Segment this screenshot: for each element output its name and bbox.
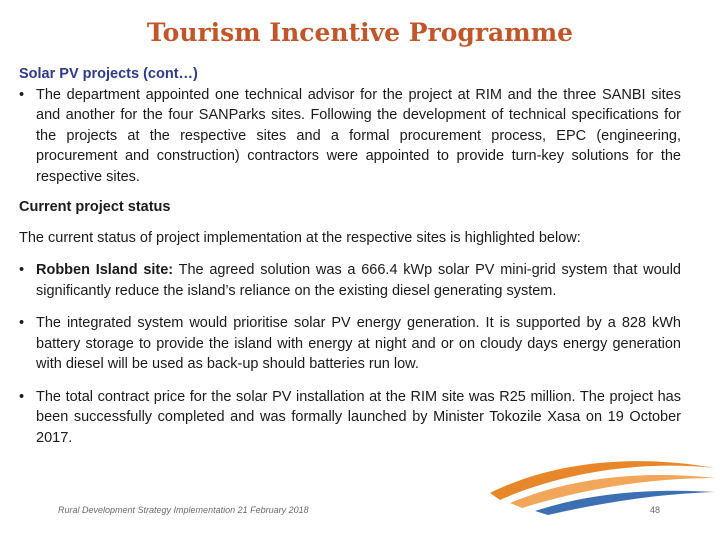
bullet-text: The total contract price for the solar PV installation at the RIM site was R25 million. The project has been successfully completed and was formally launched by Minister Tokozile Xasa on 19 October 2017. [36,388,681,446]
bullet-icon: • [19,388,25,405]
bullet-icon: • [19,86,25,103]
section-subheading: Solar PV projects (cont…) [19,66,198,82]
page-number: 48 [650,505,661,515]
status-intro: The current status of project implementation at the respective sites is highlighted below: [19,229,581,246]
status-heading: Current project status [19,199,171,215]
bullet-item [19,313,681,375]
slide-body [19,64,681,448]
slide-title: Tourism Incentive Programme [146,18,574,47]
decorative-swoosh-icon [430,448,720,528]
bullet-item [19,85,681,188]
bullet-text: The department appointed one technical advisor for the project at RIM and the three SANBI sites and another for the four SANParks sites. Following the development of technical specifications for the projects at the respective sites and a formal procurement process, EPC (engineering, procurement and construction) contractors were appointed to provide turn-key solutions for the respective sites. [36,86,681,185]
bullet-item [19,260,681,301]
bullet-icon: • [19,262,25,278]
bullet-icon: • [19,315,25,331]
bullet-lead: Robben Island site: [36,262,174,278]
bullet-item [19,387,681,449]
bullet-text: The agreed solution was a 666.4 kWp solar PV mini-grid system that would significantly reduce the island’s reliance on the existing diesel generating system. [36,262,681,299]
bullet-text: The integrated system would prioritise solar PV energy generation. It is supported by a 828 kWh battery storage to provide the island with energy at night and or on cloudy days energy generation with diesel will be used as back-up should batteries run low. [36,315,681,372]
footer-text: Rural Development Strategy Implementation 21 February 2018 [58,505,309,515]
